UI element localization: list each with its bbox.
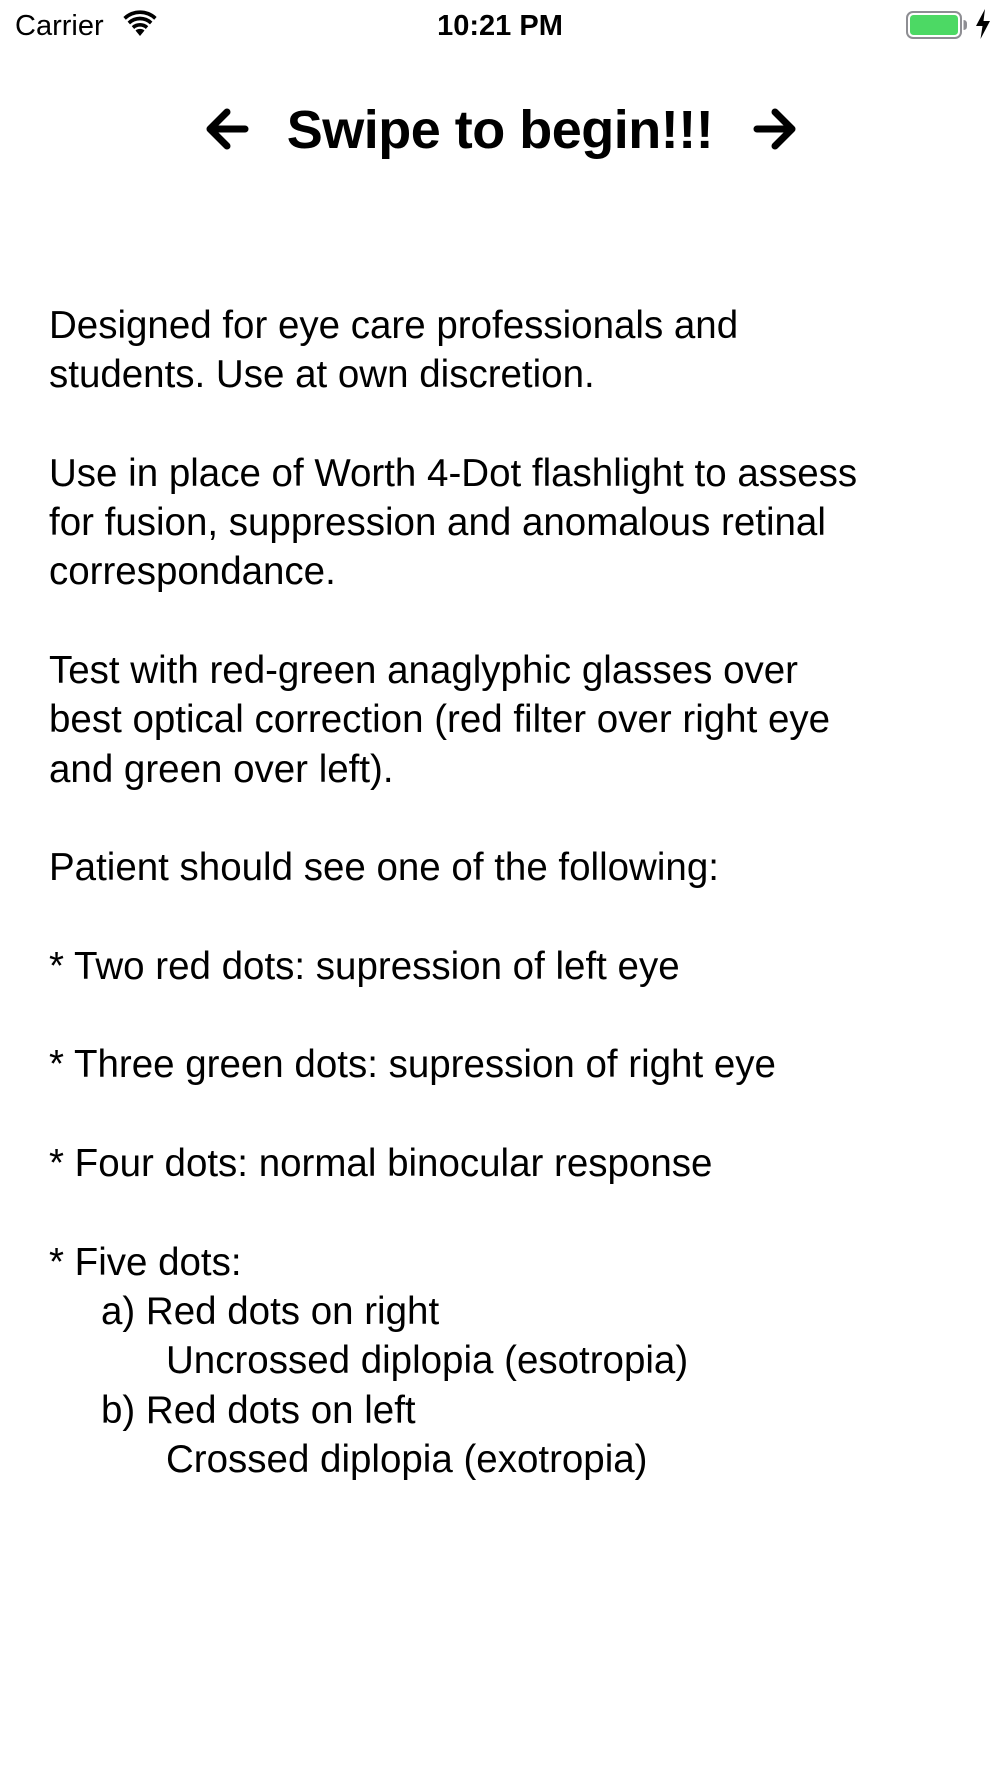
result-three-green-dots: * Three green dots: supression of right eye [49, 1043, 776, 1087]
result-two-red-dots: * Two red dots: supression of left eye [49, 944, 680, 988]
arrow-right-icon[interactable] [753, 104, 799, 154]
purpose-paragraph: Use in place of Worth 4-Dot flashlight to assess for fusion, suppression and anomalous retinal correspondance. [49, 451, 858, 594]
status-bar [0, 0, 1000, 52]
prompt-paragraph: Patient should see one of the following: [49, 846, 719, 890]
result-four-dots: * Four dots: normal binocular response [49, 1142, 713, 1186]
result-five-dots-option-b-detail: Crossed diplopia (exotropia) [166, 1437, 648, 1481]
disclaimer-paragraph: Designed for eye care professionals and students. Use at own discretion. [49, 304, 739, 397]
battery-icon [906, 10, 968, 40]
instructions-text [49, 301, 969, 1484]
charging-bolt-icon [974, 8, 992, 40]
test-instructions-paragraph: Test with red-green anaglyphic glasses over best optical correction (red filter over right eye and green over left). [49, 649, 831, 791]
header [0, 92, 1000, 168]
carrier-label: Carrier [15, 10, 104, 42]
result-five-dots-option-b: b) Red dots on left [101, 1388, 416, 1432]
page-title: Swipe to begin!!! [286, 100, 714, 160]
result-five-dots-option-a-detail: Uncrossed diplopia (esotropia) [166, 1339, 689, 1383]
result-five-dots: * Five dots: [49, 1240, 242, 1284]
result-five-dots-option-a: a) Red dots on right [101, 1289, 440, 1333]
clock: 10:21 PM [437, 10, 563, 42]
